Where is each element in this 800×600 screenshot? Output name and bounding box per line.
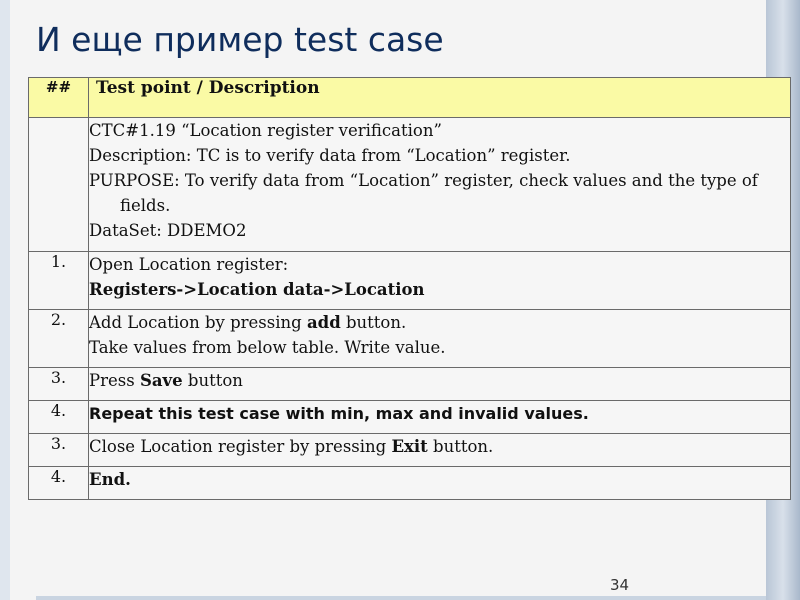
step-text: Open Location register: [89,255,289,274]
table-row [29,434,791,467]
step-text [89,310,790,335]
row-number-cell: 4. [29,467,89,500]
row-number-cell: 4. [29,401,89,434]
test-case-dataset: DataSet: DDEMO2 [89,221,247,240]
step-text-part: button. [340,313,407,332]
step-menu-path [89,277,790,302]
step-text-part: button [182,371,243,390]
step-text-part: Press [89,371,140,390]
test-case-table [28,77,791,500]
table-header-row [29,78,791,118]
row-number-cell: 3. [29,434,89,467]
row-description-cell: Repeat this test case with min, max and invalid values. [89,401,791,434]
step-text: Take values from below table. Write value. [89,338,446,357]
test-case-description: Description: TC is to verify data from “Location” register. [89,146,571,165]
button-name-text: Save [139,371,183,390]
header-description-cell: Test point / Description [89,78,791,118]
row-number-cell: 1. [29,252,89,310]
test-case-purpose: PURPOSE: To verify data from “Location” register, check values and the type of fields. [89,171,758,215]
test-case-id: CTC#1.19 “Location register verification” [89,121,442,140]
bottom-edge-decoration [36,596,766,600]
step-text: End. [89,470,131,489]
row-number-cell: 2. [29,310,89,368]
row-description-cell [89,310,791,368]
row-number-cell [29,118,89,252]
table-row [29,252,791,310]
button-name-text: Exit [391,437,428,456]
menu-path-text: Registers->Location data->Location [89,280,425,299]
table-row [29,310,791,368]
row-description-cell [89,252,791,310]
table-row [29,467,791,500]
row-description-cell [89,368,791,401]
row-description-cell [89,118,791,252]
header-number-cell: ## [29,78,89,118]
page-number: 34 [610,576,630,594]
step-text-part: Close Location register by pressing [89,437,392,456]
step-text-part: Add Location by pressing [89,313,307,332]
button-name-text: add [306,313,341,332]
table-row [29,368,791,401]
left-edge-decoration [0,0,10,600]
slide-title: И еще пример test case [36,20,444,59]
row-description-cell [89,434,791,467]
row-description-cell [89,467,791,500]
table-row [29,401,791,434]
step-text-part: button. [427,437,494,456]
table-row [29,118,791,252]
row-number-cell: 3. [29,368,89,401]
